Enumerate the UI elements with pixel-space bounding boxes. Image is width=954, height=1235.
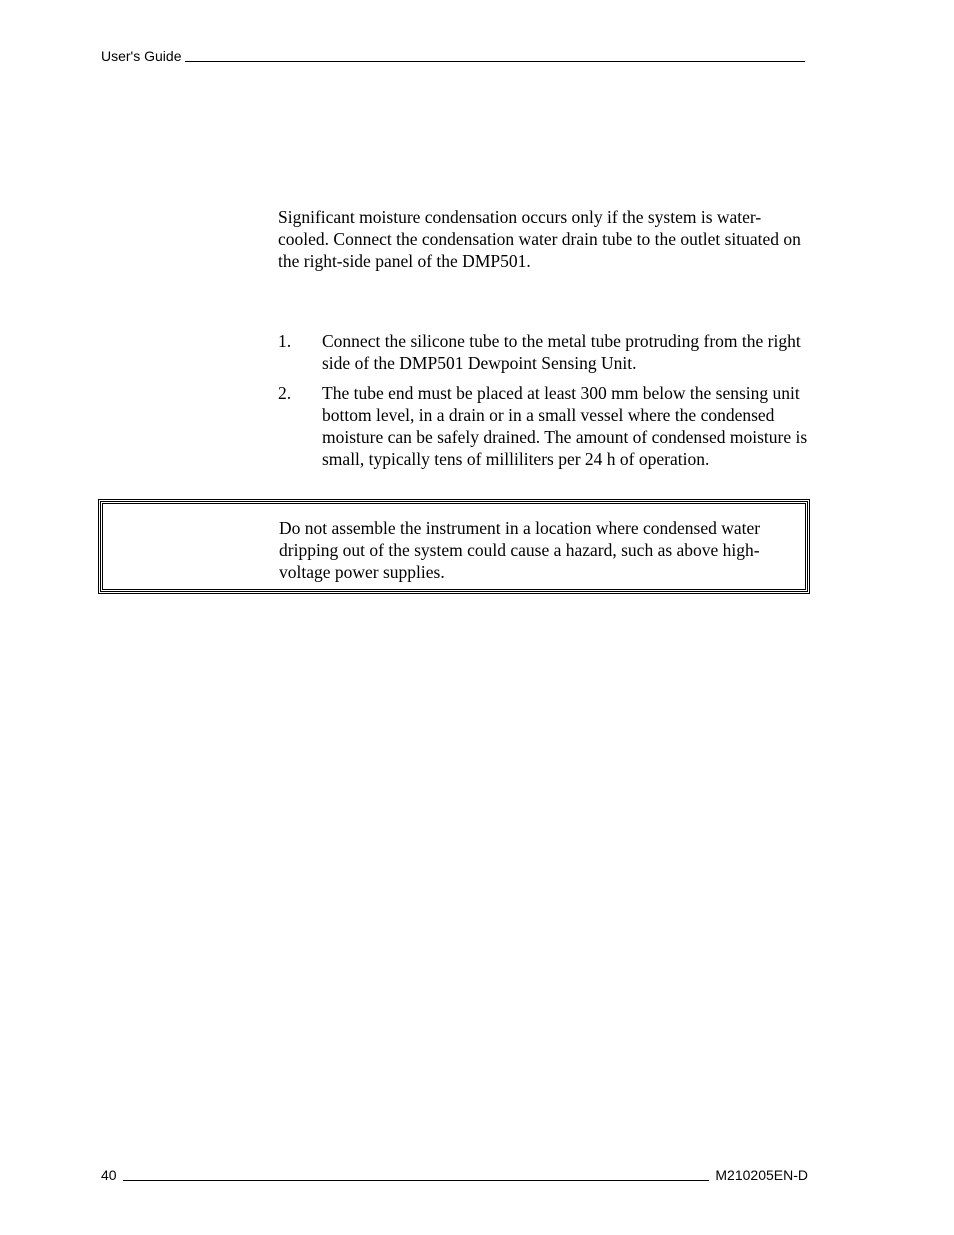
step-text: The tube end must be placed at least 300 mm below the sensing unit bottom level, in a drain or in a small vessel where the condensed moisture can be safely drained. The amount of condensed moisture is small, typically tens of milliliters per 24 h of operation. xyxy=(322,383,808,469)
list-item xyxy=(278,330,813,374)
step-text: Connect the silicone tube to the metal tube protruding from the right side of the DMP501 Dewpoint Sensing Unit. xyxy=(322,331,801,373)
page-header xyxy=(101,48,805,65)
document-code: M210205EN-D xyxy=(715,1167,808,1183)
caution-text: Do not assemble the instrument in a location where condensed water dripping out of the system could cause a hazard, such as above high-voltage power supplies. xyxy=(279,518,761,582)
step-number: 2. xyxy=(278,383,292,403)
header-title: User's Guide xyxy=(101,48,182,64)
list-item xyxy=(278,382,813,470)
steps-list xyxy=(278,330,813,478)
header-rule xyxy=(185,61,805,62)
footer-rule xyxy=(123,1180,710,1181)
step-number: 1. xyxy=(278,331,292,351)
page-footer xyxy=(101,1167,808,1184)
caution-box xyxy=(98,499,810,594)
intro-paragraph: Significant moisture condensation occurs only if the system is water-cooled. Connect the condensation water drain tube to the outlet situated on the right-side panel of the DMP501. xyxy=(278,207,801,271)
page-number: 40 xyxy=(101,1167,117,1183)
